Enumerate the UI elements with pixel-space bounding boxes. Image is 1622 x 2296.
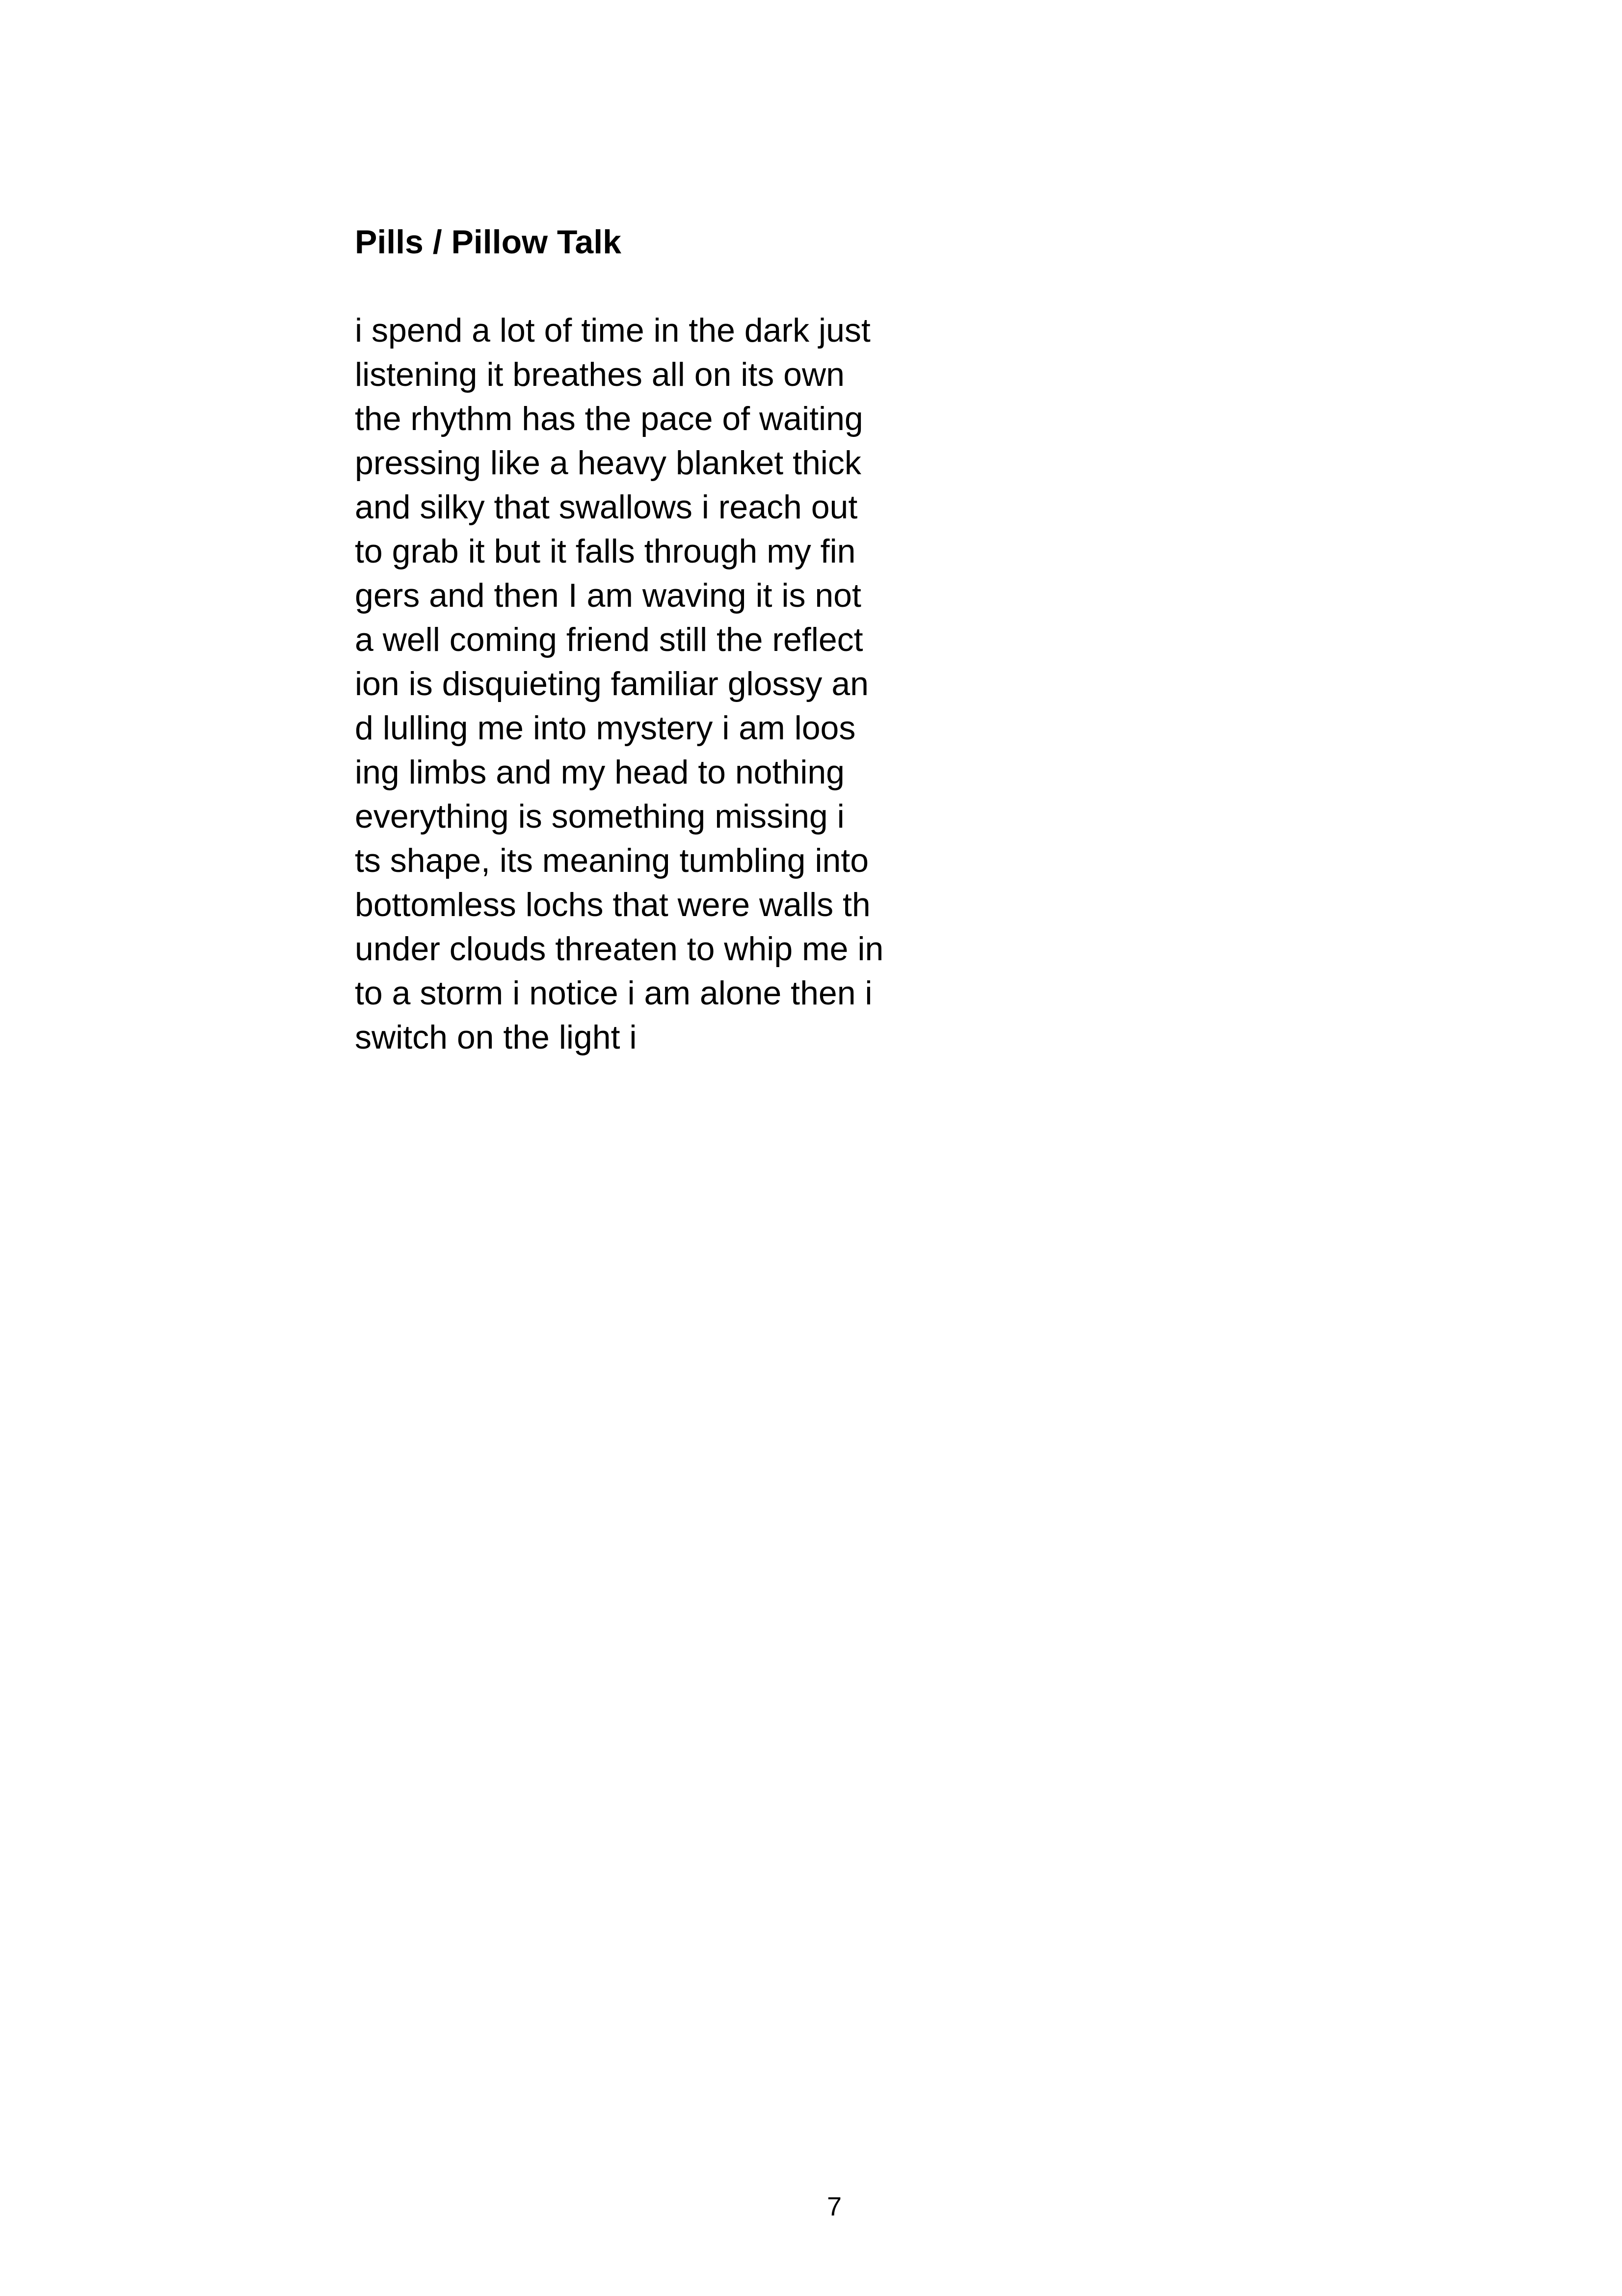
poem-line: i spend a lot of time in the dark just [355,312,871,349]
poem-line: switch on the light i [355,1019,637,1056]
poem-line: ing limbs and my head to nothing [355,754,845,791]
poem-line: d lulling me into mystery i am loos [355,709,856,747]
poem [355,220,1091,1059]
poem-line: bottomless lochs that were walls th [355,886,871,923]
poem-line: to a storm i notice i am alone then i [355,974,873,1012]
poem-line: to grab it but it falls through my fin [355,533,856,570]
poem-line: everything is something missing i [355,798,845,835]
page-number: 7 [826,2192,842,2221]
poem-line: the rhythm has the pace of waiting [355,400,863,437]
poem-line: gers and then I am waving it is not [355,577,861,614]
poem-title: Pills / Pillow Talk [355,223,621,261]
poem-line: a well coming friend still the reflect [355,621,863,658]
poem-line: ts shape, its meaning tumbling into [355,842,869,879]
poem-body [355,308,1091,1059]
poem-line: and silky that swallows i reach out [355,488,858,526]
poem-line: pressing like a heavy blanket thick [355,444,861,482]
poem-line: under clouds threaten to whip me in [355,930,884,968]
poem-line: listening it breathes all on its own [355,356,845,393]
poem-line: ion is disquieting familiar glossy an [355,665,869,702]
